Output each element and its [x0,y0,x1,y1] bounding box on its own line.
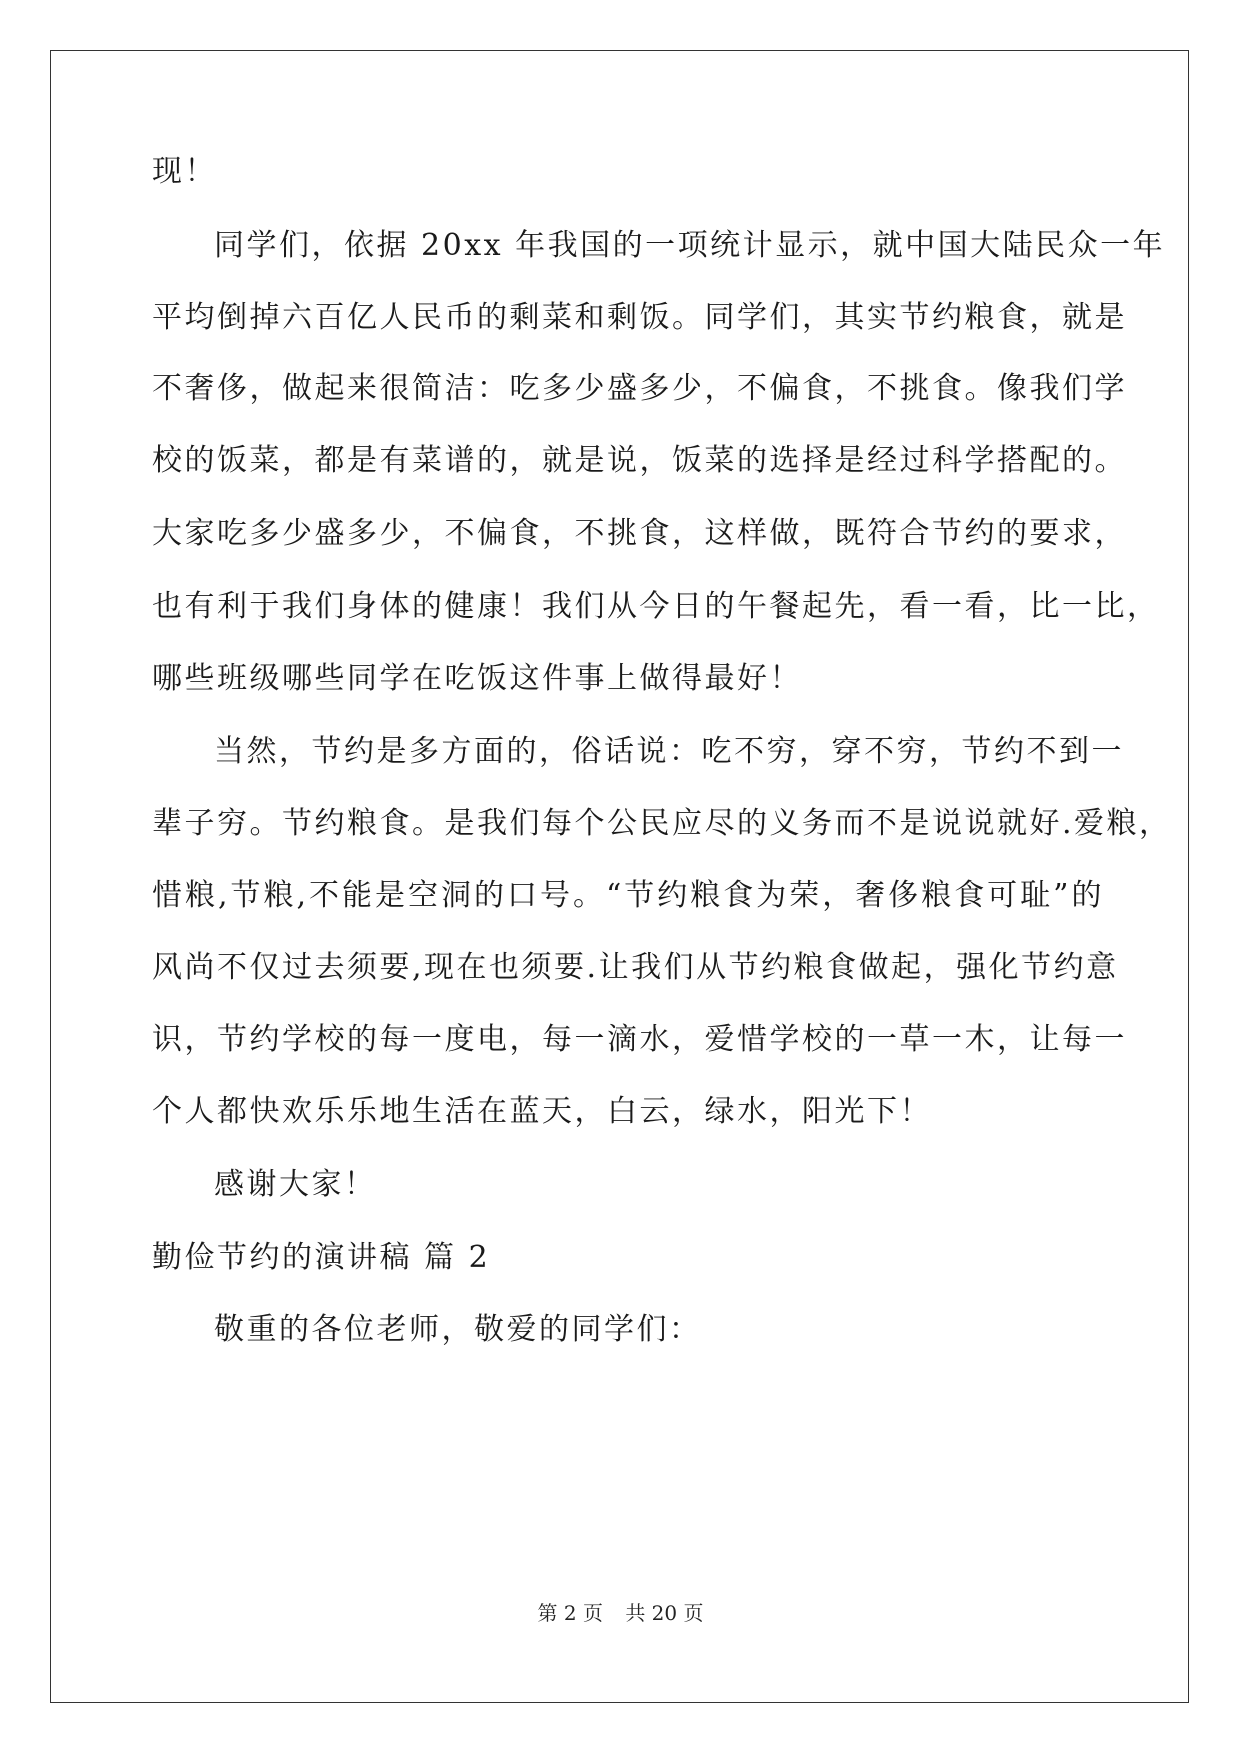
text-line: 校的饭菜，都是有菜谱的，就是说，饭菜的选择是经过科学搭配的。 [152,443,1127,478]
text-line: 当然，节约是多方面的，俗话说：吃不穷，穿不穷，节约不到一 [214,734,1124,769]
text-line: 风尚不仅过去须要,现在也须要.让我们从节约粮食做起，强化节约意 [152,950,1119,985]
text-line: 辈子穷。节约粮食。是我们每个公民应尽的义务而不是说说就好.爱粮， [152,806,1172,841]
text-line: 现！ [152,154,217,189]
text-line: 大家吃多少盛多少，不偏食，不挑食，这样做，既符合节约的要求， [152,516,1127,551]
text-line: 感谢大家！ [214,1167,377,1202]
text-line: 平均倒掉六百亿人民币的剩菜和剩饭。同学们，其实节约粮食，就是 [152,300,1127,335]
text-line: 同学们，依据 20xx 年我国的一项统计显示，就中国大陆民众一年 [214,228,1166,263]
text-line: 敬重的各位老师，敬爱的同学们： [214,1312,702,1347]
text-line: 惜粮,节粮,不能是空洞的口号。“节约粮食为荣，奢侈粮食可耻”的 [152,878,1104,913]
text-line: 个人都快欢乐乐地生活在蓝天，白云，绿水，阳光下！ [152,1094,932,1129]
page-footer [0,1600,1241,1626]
text-line: 也有利于我们身体的健康！我们从今日的午餐起先，看一看，比一比， [152,589,1160,624]
section-heading: 勤俭节约的演讲稿 篇 2 [152,1240,491,1275]
page-number: 第 2 页 [537,1601,603,1625]
page-total: 共 20 页 [625,1601,704,1625]
text-line: 哪些班级哪些同学在吃饭这件事上做得最好！ [152,661,802,696]
text-line: 不奢侈，做起来很简洁：吃多少盛多少，不偏食，不挑食。像我们学 [152,371,1127,406]
text-line: 识，节约学校的每一度电，每一滴水，爱惜学校的一草一木，让每一 [152,1022,1127,1057]
